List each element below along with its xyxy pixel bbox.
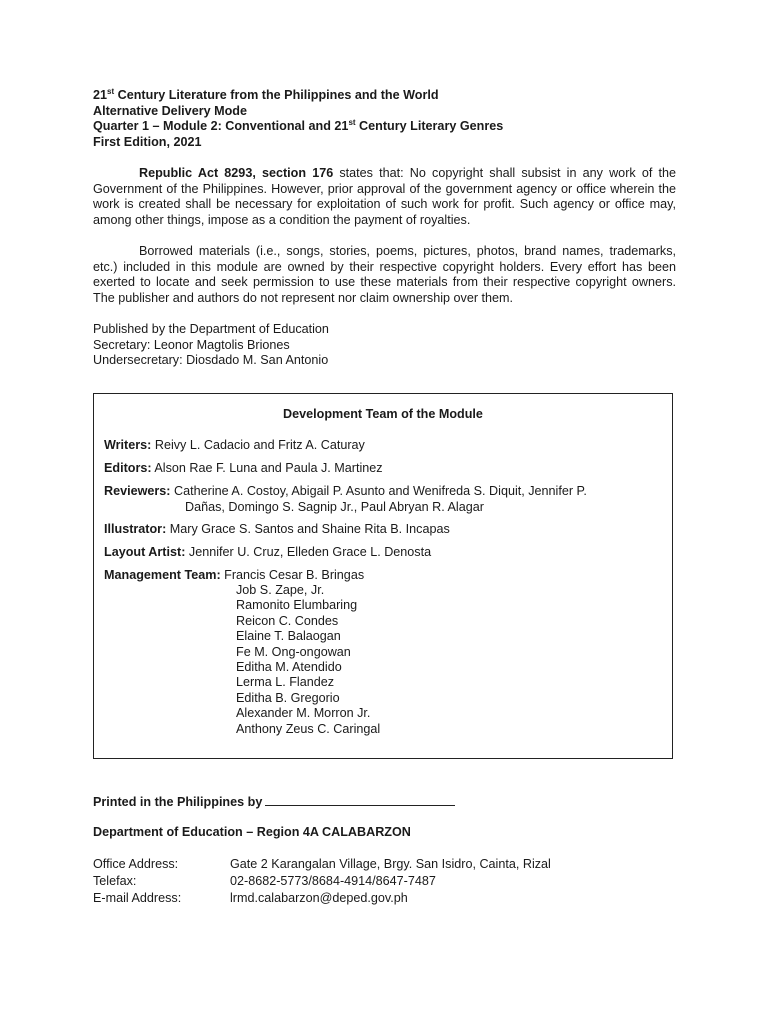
- list-item: Editha M. Atendido: [236, 659, 342, 674]
- list-item: Editha B. Gregorio: [236, 690, 340, 705]
- team-title: Development Team of the Module: [283, 407, 483, 421]
- edition: First Edition, 2021: [93, 134, 202, 149]
- list-item: Alexander M. Morron Jr.: [236, 706, 371, 721]
- layout-artist-row: Layout Artist: Jennifer U. Cruz, Elleden Grace L. Denosta: [104, 545, 432, 559]
- delivery-mode: Alternative Delivery Mode: [93, 103, 247, 118]
- telefax-row: Telefax: 02-8682-5773/8684-4914/8647-7487: [93, 874, 436, 888]
- writers-row: Writers: Reivy L. Cadacio and Fritz A. Caturay: [104, 438, 365, 452]
- book-title: 21st Century Literature from the Philippines and the World: [93, 87, 439, 102]
- secretary: Secretary: Leonor Magtolis Briones: [93, 337, 290, 352]
- list-item: Reicon C. Condes: [236, 613, 339, 628]
- list-item: Elaine T. Balaogan: [236, 629, 341, 644]
- list-item: Job S. Zape, Jr.: [236, 583, 325, 597]
- email-row: E-mail Address: lrmd.calabarzon@deped.gov.ph: [93, 891, 408, 905]
- undersecretary: Undersecretary: Diosdado M. San Antonio: [93, 353, 329, 367]
- editors-row: Editors: Alson Rae F. Luna and Paula J. Martinez: [104, 461, 383, 475]
- list-item: Fe M. Ong-ongowan: [236, 644, 351, 659]
- contact-info: [93, 856, 551, 907]
- list-item: Ramonito Elumbaring: [236, 598, 358, 613]
- republic-act: Republic Act 8293, section 176: [139, 166, 334, 180]
- management-list: [236, 583, 380, 737]
- office-address-row: Office Address: Gate 2 Karangalan Village, Brgy. San Isidro, Cainta, Rizal: [93, 857, 551, 871]
- development-team-box: [93, 393, 673, 759]
- borrowed-materials-notice: Borrowed materials (i.e., songs, stories, poems, pictures, photos, brand names, trademarks, etc.) included in this module are owned by their respective copyright holders. Every effort has been exerted to locate and seek permission to use these materials from their respective copyright owners. The publisher and authors do not represent nor claim ownership over them.: [93, 244, 676, 305]
- list-item: Anthony Zeus C. Caringal: [236, 721, 381, 736]
- module-title: Quarter 1 – Module 2: Conventional and 21st Century Literary Genres: [93, 118, 504, 133]
- published-by: Published by the Department of Education: [93, 322, 329, 336]
- email-address: lrmd.calabarzon@deped.gov.ph: [230, 891, 408, 905]
- blank-line: [265, 794, 455, 806]
- copyright-notice: Republic Act 8293, section 176 states that: No copyright shall subsist in any work of the Government of the Philippines. However, prior approval of the government agency or office wherein the work is created shall be necessary for exploitation of such work for profit. Such agency or office may, among other things, impose as a condition the payment of royalties.: [93, 166, 676, 227]
- list-item: Lerma L. Flandez: [236, 675, 335, 690]
- region-heading: Department of Education – Region 4A CALABARZON: [93, 825, 411, 839]
- reviewers-row: Reviewers: Catherine A. Costoy, Abigail P. Asunto and Wenifreda S. Diquit, Jennifer P. Dañas, Domingo S. Sagnip Jr., Paul Abryan R. Alagar: [104, 484, 587, 514]
- management-team-row: Management Team: Francis Cesar B. Bringas: [104, 568, 365, 582]
- printed-by: Printed in the Philippines by: [93, 794, 455, 809]
- copyright-page: [93, 88, 676, 369]
- illustrator-row: Illustrator: Mary Grace S. Santos and Shaine Rita B. Incapas: [104, 522, 450, 536]
